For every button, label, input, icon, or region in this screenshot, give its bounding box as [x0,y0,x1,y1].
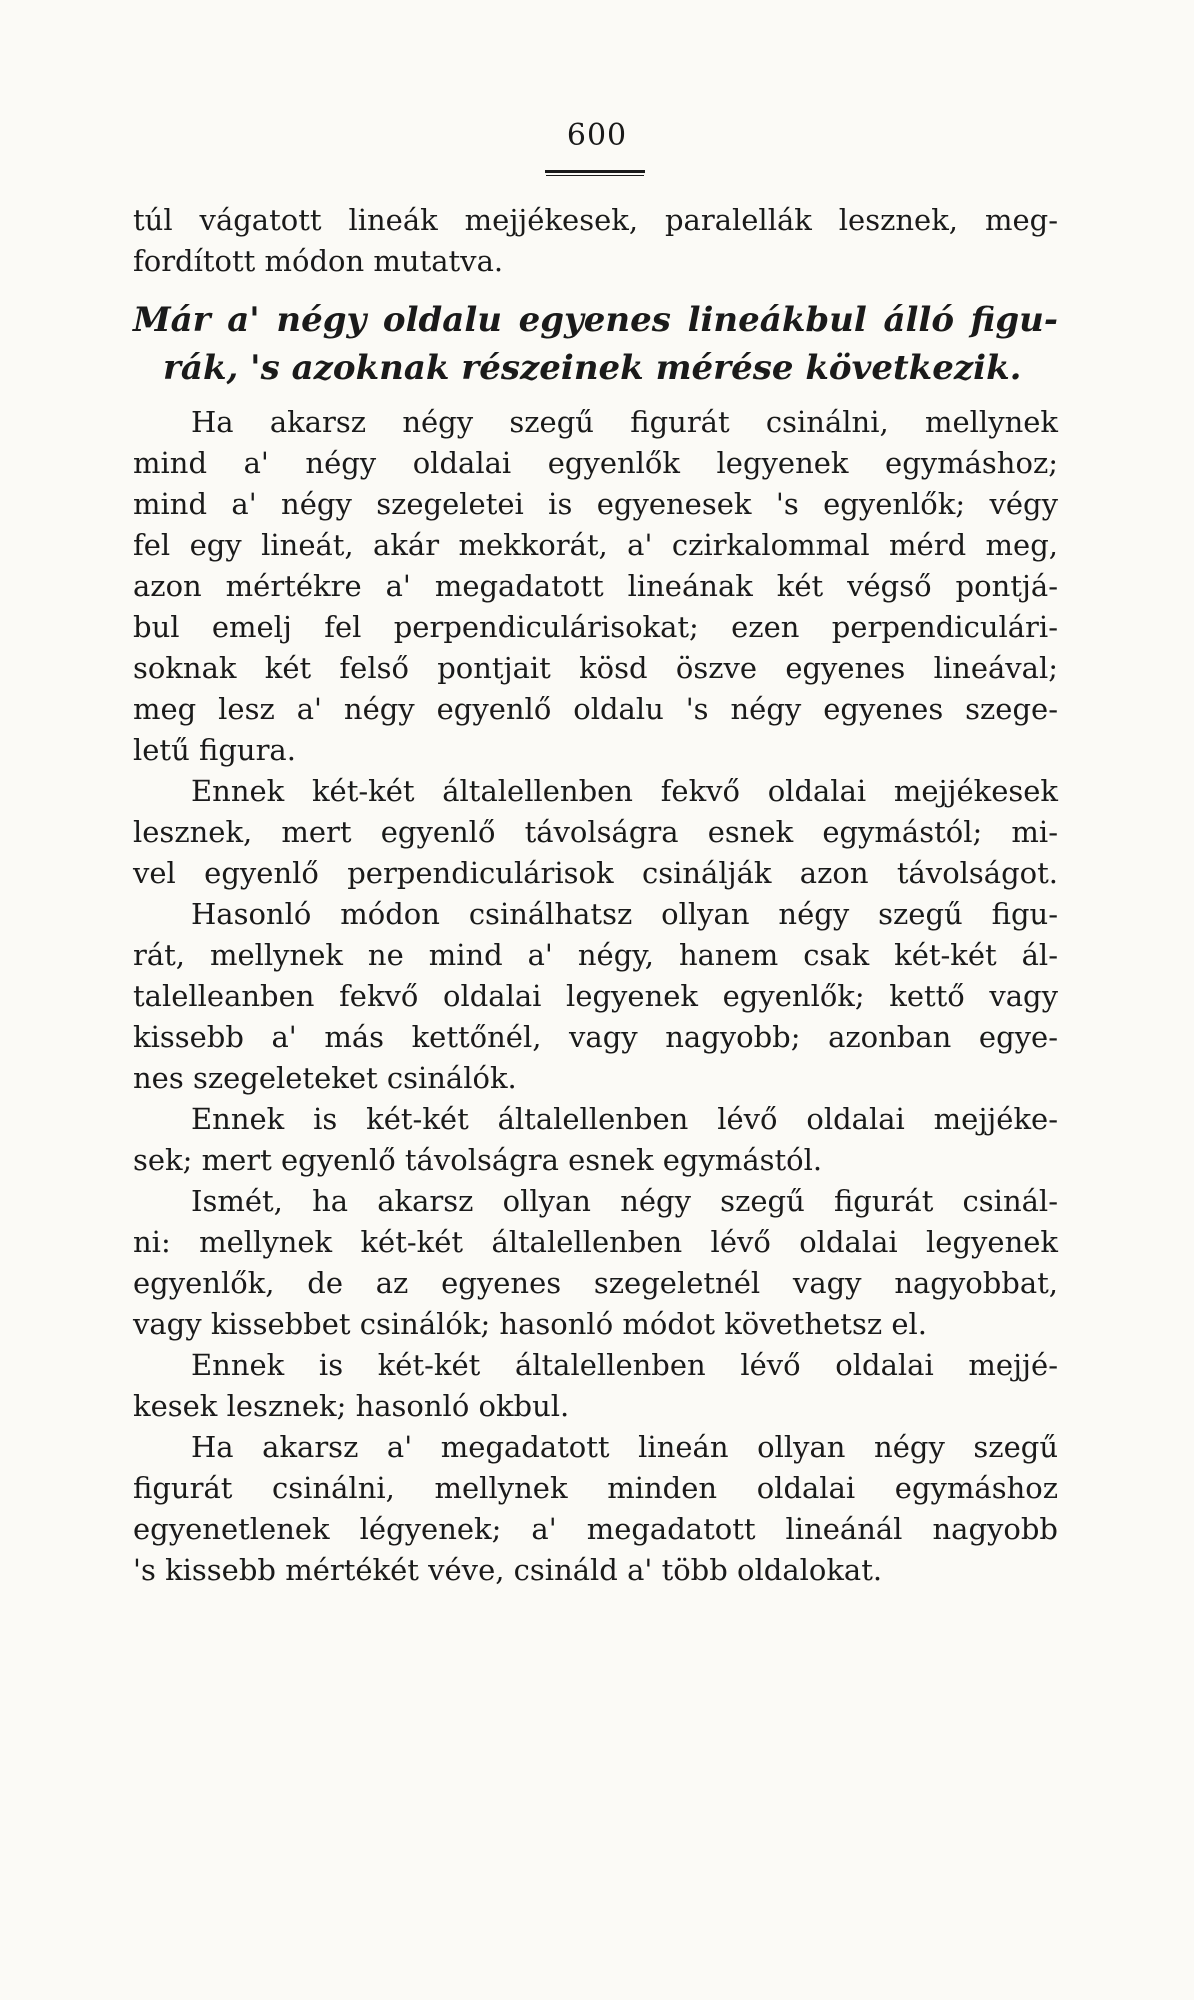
section-heading-line: rák, 's azoknak részeinek mérése következik. [163,348,1022,388]
text-line: soknak két felső pontjait kösd öszve egyenes lineával; [133,651,1058,685]
text-line: 's kissebb mértékét véve, csináld a' több oldalokat. [133,1553,883,1587]
text-line: Ha akarsz a' megadatott lineán ollyan négy szegű [191,1430,1058,1464]
text-line: Ha akarsz négy szegű figurát csinálni, mellynek [191,405,1058,439]
text-line: fordított módon mutatva. [133,244,504,278]
text-line: kissebb a' más kettőnél, vagy nagyobb; azonban egye- [133,1020,1058,1054]
text-line: nes szegeleteket csinálók. [133,1061,517,1095]
text-line: azon mértékre a' megadatott lineának két végső pontjá- [133,569,1058,603]
text-line: lesznek, mert egyenlő távolságra esnek egymástól; mi- [133,815,1058,849]
text-line: letű figura. [133,733,296,767]
section-heading-line: Már a' négy oldalu egyenes lineákbul álló figu- [133,300,1058,340]
text-line: egyenlők, de az egyenes szegeletnél vagy nagyobbat, [133,1266,1058,1300]
text-line: rát, mellynek ne mind a' négy, hanem csak két-két ál- [133,938,1058,972]
text-line: Ennek is két-két általellenben lévő oldalai mejjéke- [191,1102,1058,1136]
page-number: 600 [566,118,628,153]
text-line: mind a' négy szegeletei is egyenesek 's egyenlők; végy [133,487,1058,521]
header-double-rule [545,170,645,173]
text-line: Ennek két-két általellenben fekvő oldalai mejjékesek [191,774,1058,808]
text-line: vel egyenlő perpendiculárisok csinálják azon távolságot. [133,856,1058,890]
body-text [133,200,1058,1591]
text-line: sek; mert egyenlő távolságra esnek egymástól. [133,1143,823,1177]
text-line: figurát csinálni, mellynek minden oldalai egymáshoz [133,1471,1058,1505]
text-line: meg lesz a' négy egyenlő oldalu 's négy egyenes szege- [133,692,1058,726]
text-line: talelleanben fekvő oldalai legyenek egyenlők; kettő vagy [133,979,1058,1013]
text-line: bul emelj fel perpendiculárisokat; ezen perpendiculári- [133,610,1058,644]
text-line: Hasonló módon csinálhatsz ollyan négy szegű figu- [191,897,1058,931]
text-line: kesek lesznek; hasonló okbul. [133,1389,570,1423]
text-line: egyenetlenek légyenek; a' megadatott lineánál nagyobb [133,1512,1058,1546]
text-line: ni: mellynek két-két általellenben lévő oldalai legyenek [133,1225,1058,1259]
text-line: vagy kissebbet csinálók; hasonló módot követhetsz el. [133,1307,927,1341]
text-line: túl vágatott lineák mejjékesek, paralellák lesznek, meg- [133,203,1058,237]
text-line: fel egy lineát, akár mekkorát, a' czirkalommal mérd meg, [133,528,1058,562]
text-line: Ennek is két-két általellenben lévő oldalai mejjé- [191,1348,1058,1382]
text-line: Ismét, ha akarsz ollyan négy szegű figurát csinál- [191,1184,1058,1218]
text-line: mind a' négy oldalai egyenlők legyenek egymáshoz; [133,446,1058,480]
